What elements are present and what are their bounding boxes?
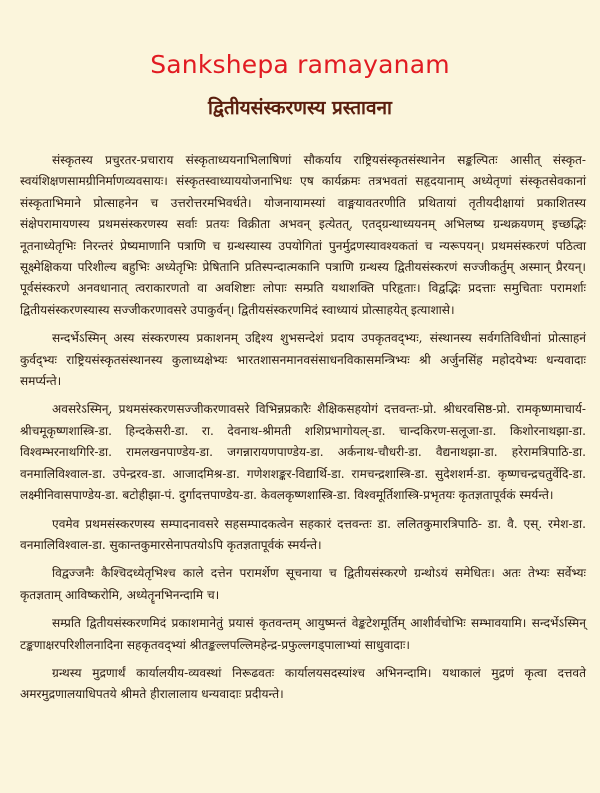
page-heading: द्वितीयसंस्करणस्य प्रस्तावना [208,97,392,119]
preface-body [20,150,586,713]
paragraph-4: एवमेव प्रथमसंस्करणस्य सम्पादनावसरे सहसम्पादकत्वेन सहकारं दत्तवन्तः डा. ललितकुमारत्रिपाठि- डा. वै. एस्. रमेश-डा. वनमालिविश्वाल-डा. सुकान्तकुमारसेनापतयोऽपि कृतज्ञतापूर्वकं स्मर्यन्ते। [20,516,586,552]
paragraph-7: ग्रन्थस्य मुद्रणार्थं कार्यालयीय-व्यवस्थां निरूढवतः कार्यालयसदस्यांश्च अभिनन्दामि। यथाकालं मुद्रणं कृत्वा दत्तवते अमरमुद्रणालयाधिपतये श्रीमते हीरालालाय धन्यवादाः प्रदीयन्ते। [20,665,586,702]
brand-title: Sankshepa ramayanam [150,50,450,79]
paragraph-5: विद्वज्जनैः कैश्चिदध्येतृभिश्च काले दत्तेन परामर्शेण सूचनाया च द्वितीयसंस्करणे ग्रन्थोऽयं समेधितः। अतः तेभ्यः सर्वेभ्यः कृतज्ञताम् आविष्करोमि, अध्येतॄनभिनन्दामि च। [20,566,586,602]
paragraph-2: सन्दर्भेऽस्मिन् अस्य संस्करणस्य प्रकाशनम् उद्दिश्य शुभसन्देशं प्रदाय उपकृतवद्भ्यः, संस्थानस्य सर्वगतिविधीनां प्रोत्साहनं कुर्वद्भ्यः राष्ट्रियसंस्कृतसंस्थानस्य कुलाध्यक्षेभ्यः भारतशासनमानवसंसाधनविकासमन्त्रिभ्यः श्री अर्जुनसिंह महोदयेभ्यः धन्यवादाः समर्प्यन्ते। [20,331,586,389]
paragraph-1: संस्कृतस्य प्रचुरतर-प्रचाराय संस्कृताध्ययनाभिलाषिणां सौकर्याय राष्ट्रियसंस्कृतसंस्थानेन सङ्कल्पितः आसीत् संस्कृत-स्वयंशिक्षणसामग्रीनिर्माणव्यवसायः। संस्कृतस्वाध्याययोजनाभिधः एष कार्यक्रमः तत्रभवतां सहृदयानाम् अध्येतृणां संस्कृतसेवकानां संस्कृताभिमाने प्रोत्साहनेन च उत्तरोत्तरमभिवर्धते। योजनायामस्यां वाङ्मयावतरणीति प्रथितायां तृतीयदीक्षायां प्रकाशितस्य संक्षेपरामायणस्य प्रथमसंस्करणस्य सर्वाः प्रतयः विक्रीता अभवन् इत्येतत्, एतद्ग्रन्थाध्ययनम् अभिलष्य ग्रन्थक्रयणम् इच्छद्भिः नूतनाध्येतृभिः निरन्तरं प्रेष्यमाणानि पत्राणि च ग्रन्थस्यास्य उपयोगितां पुनर्मुद्रणस्यावश्यकतां च न्यरूपयन्। प्रथमसंस्करणं पठित्वा सूक्ष्मेक्षिकया परिशील्य बहुभिः अध्येतृभिः प्रेषितानि प्रतिस्पन्दात्मकानि पत्राणि ग्रन्थस्य द्वितीयसंस्करणं सज्जीकर्तुम् अस्मान् प्रैरयन्। पूर्वसंस्करणे अनवधानात् त्वराकारणतो वा अवशिष्टाः लोपाः सम्प्रति यथाशक्ति परिहृताः। विद्वद्भिः प्रदत्ताः समुचिताः परामर्शाः द्वितीयसंस्करणस्यास्य सज्जीकरणावसरे उपाकुर्वन्। द्वितीयसंस्करणमिदं स्वाध्यायं प्रोत्साहयेत् इत्याशासे। [20,153,586,317]
paragraph-3: अवसरेऽस्मिन्, प्रथमसंस्करणसज्जीकरणावसरे विभिन्नप्रकारैः शैक्षिकसहयोगं दत्तवन्तः-प्रो. श्रीधरवसिष्ठ-प्रो. रामकृष्णमाचार्य-श्रीचमूकृष्णशास्त्रि-डा. हिन्दकेसरी-डा. रा. देवनाथ-श्रीमती शशिप्रभागोयल्-डा. चान्दकिरण-सलूजा-डा. किशोरनाथझा-डा. विश्वम्भरनाथगिरि-डा. रामलखनपाण्डेय-डा. जगन्नारायणपाण्डेय-डा. अर्कनाथ-चौधरी-डा. वैद्यनाथझा-डा. हरेरामत्रिपाठि-डा. वनमालिविश्वाल-डा. उपेन्द्ररव-डा. आजादमिश्र-डा. गणेशशङ्कर-विद्यार्थि-डा. रामचन्द्रशास्त्रि-डा. सुदेशशर्म-डा. कृष्णचन्द्रचतुर्वेदि-डा. लक्ष्मीनिवासपाण्डेय-डा. बटोहीझा-पं. दुर्गादत्तपाण्डेय-डा. केवलकृष्णशास्त्रि-डा. विश्वमूर्तिशास्त्रि-प्रभृतयः कृतज्ञतापूर्वकं स्मर्यन्ते। [20,402,586,503]
paragraph-6: सम्प्रति द्वितीयसंस्करणमिदं प्रकाशमानेतुं प्रयासं कृतवन्तम् आयुष्मन्तं वेङ्कटेशमूर्तिम् आशीर्वचोभिः सम्भावयामि। सन्दर्भेऽस्मिन् टङ्कणाक्षरपरिशीलनादिना सहकृतवद्भ्यां श्रीतङ्कल्लपल्लिमहेन्द्र-प्रफुल्लगड्पालाभ्यां साधुवादाः। [20,616,586,652]
